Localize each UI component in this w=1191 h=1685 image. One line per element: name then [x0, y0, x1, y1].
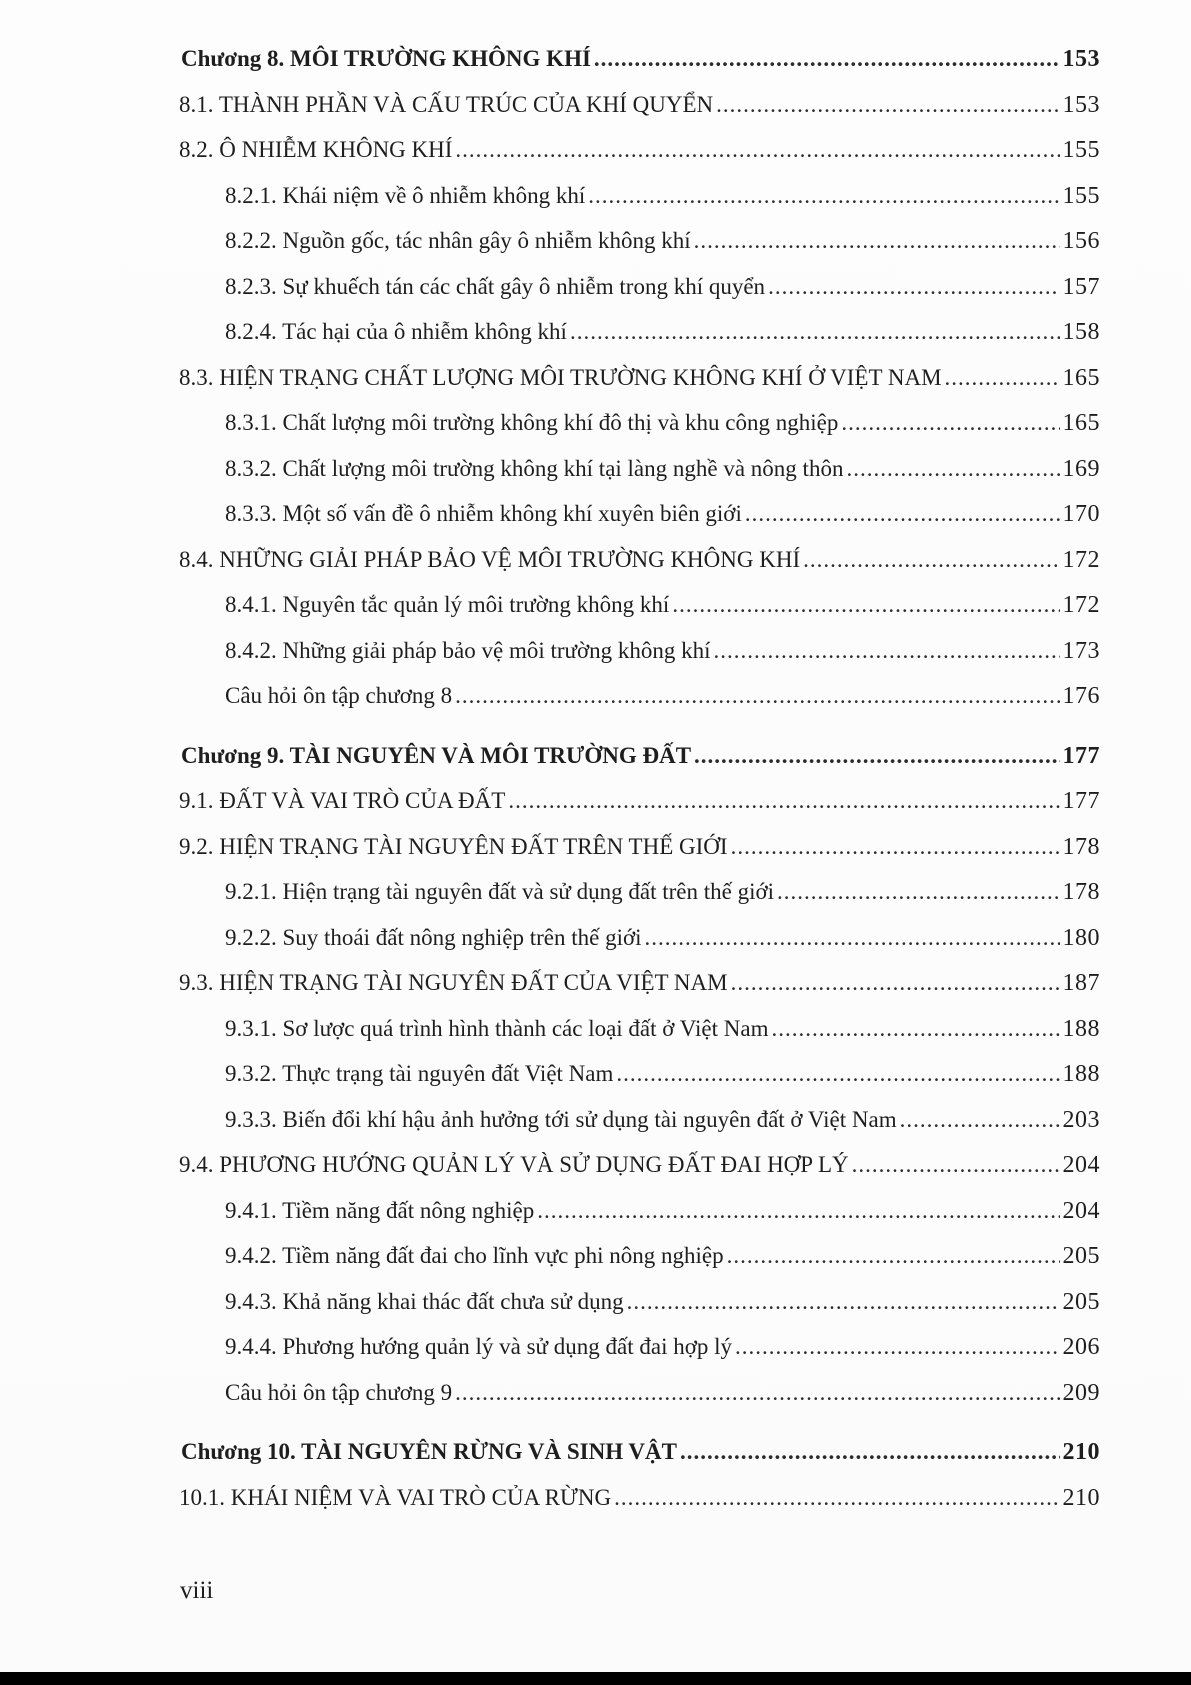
toc-page-number: 206 [1062, 1334, 1100, 1360]
dot-leader [731, 960, 1060, 1006]
toc-page-number: 158 [1062, 319, 1100, 345]
toc-page-number: 188 [1062, 1061, 1100, 1087]
toc-entry-title: 9.3.1. Sơ lược quá trình hình thành các loại đất ở Việt Nam [225, 1015, 769, 1041]
dot-leader [694, 733, 1059, 779]
dot-leader [900, 1097, 1060, 1143]
toc-page-number: 169 [1062, 455, 1100, 482]
dot-leader [735, 1324, 1059, 1370]
toc-entry-title: 8.2. Ô NHIỄM KHÔNG KHÍ [179, 137, 453, 162]
toc-page-number: 153 [1062, 46, 1100, 72]
toc-entry-title: 8.1. THÀNH PHẦN VÀ CẤU TRÚC CỦA KHÍ QUYỂN [179, 91, 714, 117]
toc-entry-section[interactable] [179, 355, 1100, 401]
dot-leader [803, 537, 1059, 583]
toc-page-number: 176 [1062, 683, 1100, 709]
toc-entry-chapter[interactable] [181, 733, 1100, 779]
toc-page-number: 172 [1062, 592, 1100, 618]
dot-leader [537, 1188, 1059, 1234]
toc-entry-title: 8.4. NHỮNG GIẢI PHÁP BẢO VỆ MÔI TRƯỜNG KHÔNG KHÍ [179, 546, 801, 572]
toc-entry-title: 8.2.2. Nguồn gốc, tác nhân gây ô nhiễm không khí [225, 228, 691, 253]
dot-leader [846, 446, 1059, 492]
toc-entry-sub[interactable] [225, 1370, 1100, 1416]
toc-entry-title: 8.3.2. Chất lượng môi trường không khí tại làng nghề và nông thôn [225, 455, 844, 481]
dot-leader [745, 491, 1060, 537]
toc-page-number: 178 [1062, 879, 1100, 905]
toc-entry-title: 9.4.3. Khả năng khai thác đất chưa sử dụng [225, 1288, 624, 1314]
toc-page-number: 178 [1062, 833, 1100, 860]
toc-entry-section[interactable] [179, 824, 1100, 870]
chapter-gap [0, 1415, 1191, 1429]
toc-entry-sub[interactable] [225, 1324, 1100, 1370]
dot-leader [672, 582, 1059, 628]
toc-entry-title: 8.4.1. Nguyên tắc quản lý môi trường không khí [225, 592, 670, 617]
toc-entry-sub[interactable] [225, 869, 1100, 915]
toc-entry-sub[interactable] [225, 628, 1100, 674]
toc-page-number: 210 [1062, 1484, 1100, 1511]
dot-leader [727, 1233, 1060, 1279]
toc-entry-title: 9.3.2. Thực trạng tài nguyên đất Việt Nam [225, 1061, 614, 1086]
toc-page-number: 205 [1062, 1243, 1100, 1269]
toc-entry-title: 10.1. KHÁI NIỆM VÀ VAI TRÒ CỦA RỪNG [179, 1484, 612, 1510]
toc-entry-sub[interactable] [225, 1051, 1100, 1097]
toc-entry-title: 8.2.3. Sự khuếch tán các chất gây ô nhiễm trong khí quyển [225, 273, 766, 299]
dot-leader [777, 869, 1059, 915]
chapter-gap [0, 719, 1191, 733]
toc-entry-section[interactable] [179, 82, 1100, 128]
toc-entry-section[interactable] [179, 537, 1100, 583]
toc-entry-title: 8.4.2. Những giải pháp bảo vệ môi trường không khí [225, 637, 711, 663]
toc-page-number: 177 [1062, 742, 1100, 769]
dot-leader [768, 264, 1059, 310]
toc-entry-title: 8.3.3. Một số vấn đề ô nhiễm không khí xuyên biên giới [225, 501, 742, 526]
toc-page-number: 177 [1062, 788, 1100, 814]
toc-entry-sub[interactable] [225, 1006, 1100, 1052]
toc-page-number: 156 [1062, 228, 1100, 254]
toc-entry-section[interactable] [179, 1475, 1100, 1521]
dot-leader [731, 824, 1060, 870]
page-folio: viii [180, 1577, 214, 1604]
toc-entry-title: 8.3.1. Chất lượng môi trường không khí đô thị và khu công nghiệp [225, 410, 839, 435]
toc-page-number: 157 [1062, 273, 1100, 300]
dot-leader [455, 127, 1059, 173]
toc-entry-title: 8.2.1. Khái niệm về ô nhiễm không khí [225, 182, 586, 208]
toc-entry-title: 9.4. PHƯƠNG HƯỚNG QUẢN LÝ VÀ SỬ DỤNG ĐẤT ĐAI HỢP LÝ [179, 1152, 849, 1177]
toc-entry-title: 8.3. HIỆN TRẠNG CHẤT LƯỢNG MÔI TRƯỜNG KHÔNG KHÍ Ở VIỆT NAM [179, 364, 942, 390]
toc-entry-sub[interactable] [225, 218, 1100, 264]
toc-entry-title: 9.2.1. Hiện trạng tài nguyên đất và sử dụng đất trên thế giới [225, 879, 775, 904]
toc-page-number: 209 [1062, 1379, 1100, 1406]
toc-page-number: 153 [1062, 91, 1100, 118]
toc-entry-title: 9.4.4. Phương hướng quản lý và sử dụng đất đai hợp lý [225, 1334, 733, 1359]
toc-page-number: 210 [1062, 1439, 1100, 1465]
toc-entry-title: 9.3. HIỆN TRẠNG TÀI NGUYÊN ĐẤT CỦA VIỆT NAM [179, 970, 728, 995]
dot-leader [570, 309, 1060, 355]
toc-page-number: 188 [1062, 1015, 1100, 1042]
dot-leader [455, 673, 1059, 719]
toc-page-number: 155 [1062, 182, 1100, 209]
dot-leader [714, 628, 1060, 674]
toc-entry-section[interactable] [179, 127, 1100, 173]
toc-entry-section[interactable] [179, 1142, 1100, 1188]
toc-page-number: 205 [1062, 1288, 1100, 1315]
table-of-contents [0, 36, 1191, 1520]
dot-leader [945, 355, 1060, 401]
dot-leader [588, 173, 1059, 219]
dot-leader [841, 400, 1059, 446]
toc-entry-sub[interactable] [225, 173, 1100, 219]
toc-entry-title: Chương 9. TÀI NGUYÊN VÀ MÔI TRƯỜNG ĐẤT [181, 742, 692, 768]
dot-leader [716, 82, 1059, 128]
dot-leader [694, 218, 1060, 264]
toc-entry-title: 8.2.4. Tác hại của ô nhiễm không khí [225, 319, 567, 344]
toc-page-number: 165 [1062, 364, 1100, 391]
toc-entry-sub[interactable] [225, 400, 1100, 446]
toc-entry-chapter[interactable] [181, 36, 1100, 82]
toc-entry-title: 9.4.2. Tiềm năng đất đai cho lĩnh vực phi nông nghiệp [225, 1243, 724, 1268]
dot-leader [616, 1051, 1059, 1097]
dot-leader [627, 1279, 1060, 1325]
toc-entry-title: 9.2. HIỆN TRẠNG TÀI NGUYÊN ĐẤT TRÊN THẾ GIỚI [179, 833, 728, 859]
toc-entry-section[interactable] [179, 960, 1100, 1006]
toc-page-number: 172 [1062, 546, 1100, 573]
toc-entry-sub[interactable] [225, 264, 1100, 310]
toc-page-number: 170 [1062, 501, 1100, 527]
toc-entry-title: Câu hỏi ôn tập chương 9 [225, 1379, 453, 1405]
toc-entry-title: 9.4.1. Tiềm năng đất nông nghiệp [225, 1197, 535, 1223]
toc-page-number: 165 [1062, 410, 1100, 436]
toc-entry-sub[interactable] [225, 309, 1100, 355]
toc-entry-sub[interactable] [225, 1188, 1100, 1234]
dot-leader [680, 1429, 1060, 1475]
dot-leader [594, 36, 1060, 82]
toc-entry-sub[interactable] [225, 1279, 1100, 1325]
dot-leader [455, 1370, 1059, 1416]
dot-leader [508, 778, 1059, 824]
toc-entry-sub[interactable] [225, 673, 1100, 719]
toc-page-number: 180 [1062, 924, 1100, 951]
dot-leader [852, 1142, 1060, 1188]
toc-entry-section[interactable] [179, 778, 1100, 824]
toc-entry-chapter[interactable] [181, 1429, 1100, 1475]
toc-page-number: 173 [1062, 637, 1100, 664]
toc-page-number: 203 [1062, 1106, 1100, 1133]
toc-entry-sub[interactable] [225, 915, 1100, 961]
dot-leader [771, 1006, 1059, 1052]
toc-entry-sub[interactable] [225, 1233, 1100, 1279]
toc-entry-sub[interactable] [225, 582, 1100, 628]
toc-entry-sub[interactable] [225, 446, 1100, 492]
toc-page-number: 204 [1062, 1197, 1100, 1224]
toc-page-number: 204 [1062, 1152, 1100, 1178]
toc-entry-title: 9.2.2. Suy thoái đất nông nghiệp trên thế giới [225, 924, 642, 950]
dot-leader [614, 1475, 1059, 1521]
toc-entry-sub[interactable] [225, 1097, 1100, 1143]
toc-entry-title: Câu hỏi ôn tập chương 8 [225, 683, 453, 708]
toc-entry-title: 9.1. ĐẤT VÀ VAI TRÒ CỦA ĐẤT [179, 788, 506, 813]
toc-entry-title: Chương 8. MÔI TRƯỜNG KHÔNG KHÍ [181, 46, 591, 71]
toc-entry-title: Chương 10. TÀI NGUYÊN RỪNG VÀ SINH VẬT [181, 1439, 677, 1464]
toc-page-number: 155 [1062, 137, 1100, 163]
toc-entry-sub[interactable] [225, 491, 1100, 537]
toc-entry-title: 9.3.3. Biến đổi khí hậu ảnh hưởng tới sử dụng tài nguyên đất ở Việt Nam [225, 1106, 897, 1132]
scan-border [0, 1672, 1191, 1685]
dot-leader [645, 915, 1060, 961]
toc-page-number: 187 [1062, 970, 1100, 996]
